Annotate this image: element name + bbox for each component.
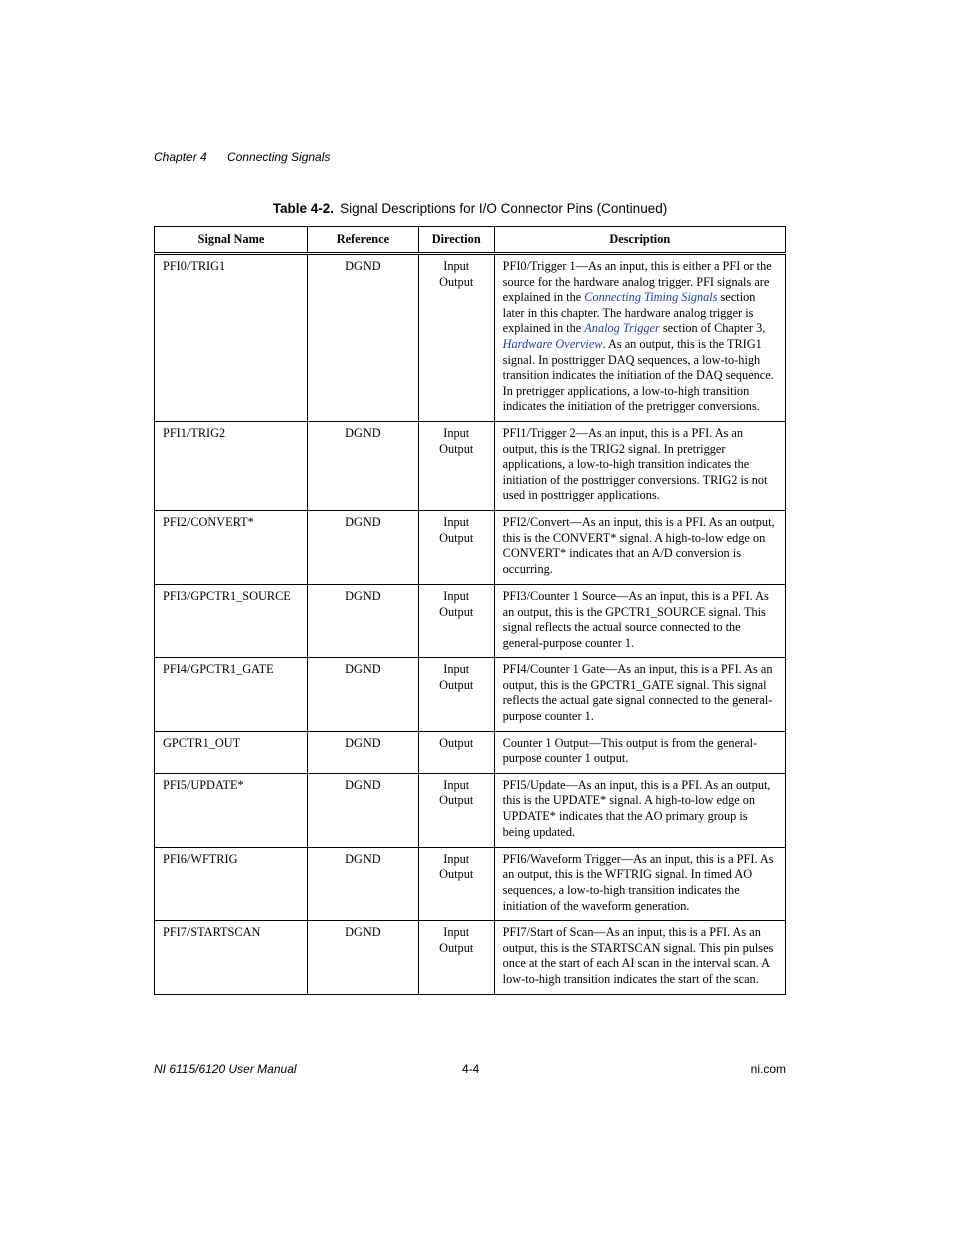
description-cell	[494, 584, 785, 657]
signal-name-cell: PFI7/STARTSCAN	[155, 921, 308, 994]
table-row	[155, 921, 786, 994]
cross-reference-link[interactable]: Hardware Overview	[502, 336, 603, 351]
table-row	[155, 731, 786, 773]
description-cell	[494, 921, 785, 994]
table-row	[155, 421, 786, 510]
description-text: PFI5/Update—As an input, this is a PFI. As an output, this is the UPDATE* signal. A high-to-low edge on UPDATE* indicates that the AO primary group is being updated.	[502, 777, 771, 839]
description-cell	[494, 510, 785, 584]
site-link[interactable]: ni.com	[750, 1062, 786, 1076]
direction-value: Output	[439, 677, 474, 692]
direction-cell	[418, 731, 494, 773]
direction-value: Input	[443, 425, 470, 440]
description-cell	[494, 421, 785, 510]
description-cell	[494, 773, 785, 847]
direction-cell	[418, 773, 494, 847]
signal-name-cell: PFI6/WFTRIG	[155, 847, 308, 920]
signal-name-cell: PFI2/CONVERT*	[155, 510, 308, 584]
table-caption	[154, 201, 786, 216]
direction-cell	[418, 254, 494, 422]
direction-value: Input	[443, 588, 470, 603]
direction-value: Output	[439, 530, 474, 545]
reference-cell: DGND	[307, 254, 418, 422]
column-header-reference: Reference	[307, 227, 418, 254]
direction-value: Input	[443, 851, 470, 866]
signal-name-cell: GPCTR1_OUT	[155, 731, 308, 773]
description-text: section of Chapter 3,	[659, 321, 766, 336]
table-caption-label: Table 4-2.	[272, 201, 335, 216]
direction-cell	[418, 421, 494, 510]
manual-title: NI 6115/6120 User Manual	[154, 1062, 297, 1076]
table-row	[155, 847, 786, 920]
direction-value: Output	[439, 735, 474, 750]
table-row	[155, 658, 786, 731]
table-body	[155, 254, 786, 995]
description-cell	[494, 847, 785, 920]
reference-cell: DGND	[307, 584, 418, 657]
description-text: PFI3/Counter 1 Source—As an input, this is a PFI. As an output, this is the GPCTR1_SOURCE signal. This signal reflects the actual source connected to the general-purpose counter 1.	[502, 588, 769, 650]
description-cell	[494, 254, 785, 422]
direction-value: Input	[443, 514, 470, 529]
description-text: PFI1/Trigger 2—As an input, this is a PFI. As an output, this is the TRIG2 signal. In pretrigger applications, a low-to-high transition indicates the initiation of the posttrigger conversions. TRIG2 is not used in posttrigger applications.	[502, 425, 768, 503]
signal-name-cell: PFI0/TRIG1	[155, 254, 308, 422]
direction-value: Output	[439, 441, 474, 456]
cross-reference-link[interactable]: Analog Trigger	[584, 321, 660, 336]
chapter-label: Chapter 4	[154, 150, 207, 164]
reference-cell: DGND	[307, 773, 418, 847]
column-header-signal-name: Signal Name	[155, 227, 308, 254]
signal-table	[154, 226, 786, 995]
table-row	[155, 254, 786, 422]
signal-name-cell: PFI3/GPCTR1_SOURCE	[155, 584, 308, 657]
reference-cell: DGND	[307, 658, 418, 731]
column-header-description: Description	[494, 227, 785, 254]
table-row	[155, 510, 786, 584]
direction-cell	[418, 658, 494, 731]
description-text: PFI0/Trigger 1—As an input, this is either a PFI or the source for the hardware analog trigger. PFI signals are explained in the	[502, 259, 772, 305]
reference-cell: DGND	[307, 847, 418, 920]
description-text: PFI2/Convert—As an input, this is a PFI. As an output, this is the CONVERT* signal. A high-to-low edge on CONVERT* indicates that an A/D conversion is occurring.	[502, 514, 775, 576]
direction-value: Input	[443, 777, 470, 792]
direction-cell	[418, 584, 494, 657]
description-text: PFI7/Start of Scan—As an input, this is a PFI. As an output, this is the STARTSCAN signal. This pin pulses once at the start of each AI scan in the interval scan. A low-to-high transition indicates the start of the scan.	[502, 925, 774, 986]
table-header-row	[155, 227, 786, 254]
table-row	[155, 584, 786, 657]
section-title: Connecting Signals	[227, 150, 331, 164]
direction-value: Output	[439, 274, 474, 289]
description-text: PFI6/Waveform Trigger—As an input, this is a PFI. As an output, this is the WFTRIG signal. In timed AO sequences, a low-to-high transition indicates the initiation of the waveform generation.	[502, 851, 774, 913]
description-text: . As an output, this is the TRIG1 signal. In posttrigger DAQ sequences, a low-to-high transition indicates the initiation of the DAQ sequence. In pretrigger applications, a low-to-high transition indicates the initiation of the pretrigger conversions.	[502, 336, 774, 414]
signal-name-cell: PFI4/GPCTR1_GATE	[155, 658, 308, 731]
description-text: section later in this chapter. The hardware analog trigger is explained in the	[502, 290, 756, 336]
description-cell	[494, 731, 785, 773]
direction-value: Output	[439, 867, 474, 882]
table-caption-text: Signal Descriptions for I/O Connector Pins (Continued)	[340, 201, 668, 216]
column-header-direction: Direction	[418, 227, 494, 254]
signal-name-cell: PFI5/UPDATE*	[155, 773, 308, 847]
table-row	[155, 773, 786, 847]
signal-name-cell: PFI1/TRIG2	[155, 421, 308, 510]
direction-cell	[418, 847, 494, 920]
direction-value: Input	[443, 259, 470, 273]
direction-value: Input	[443, 925, 470, 940]
reference-cell: DGND	[307, 510, 418, 584]
direction-value: Output	[439, 793, 474, 808]
direction-value: Output	[439, 604, 474, 619]
direction-value: Output	[439, 940, 474, 955]
reference-cell: DGND	[307, 731, 418, 773]
reference-cell: DGND	[307, 421, 418, 510]
description-text: PFI4/Counter 1 Gate—As an input, this is a PFI. As an output, this is the GPCTR1_GATE signal. This signal reflects the actual gate signal connected to the general-purpose counter 1.	[502, 662, 773, 724]
cross-reference-link[interactable]: Connecting Timing Signals	[584, 290, 718, 305]
reference-cell: DGND	[307, 921, 418, 994]
direction-value: Input	[443, 662, 470, 677]
direction-cell	[418, 921, 494, 994]
description-cell	[494, 658, 785, 731]
direction-cell	[418, 510, 494, 584]
running-header	[154, 150, 330, 164]
description-text: Counter 1 Output—This output is from the general-purpose counter 1 output.	[502, 735, 758, 766]
page-number: 4-4	[462, 1062, 480, 1076]
